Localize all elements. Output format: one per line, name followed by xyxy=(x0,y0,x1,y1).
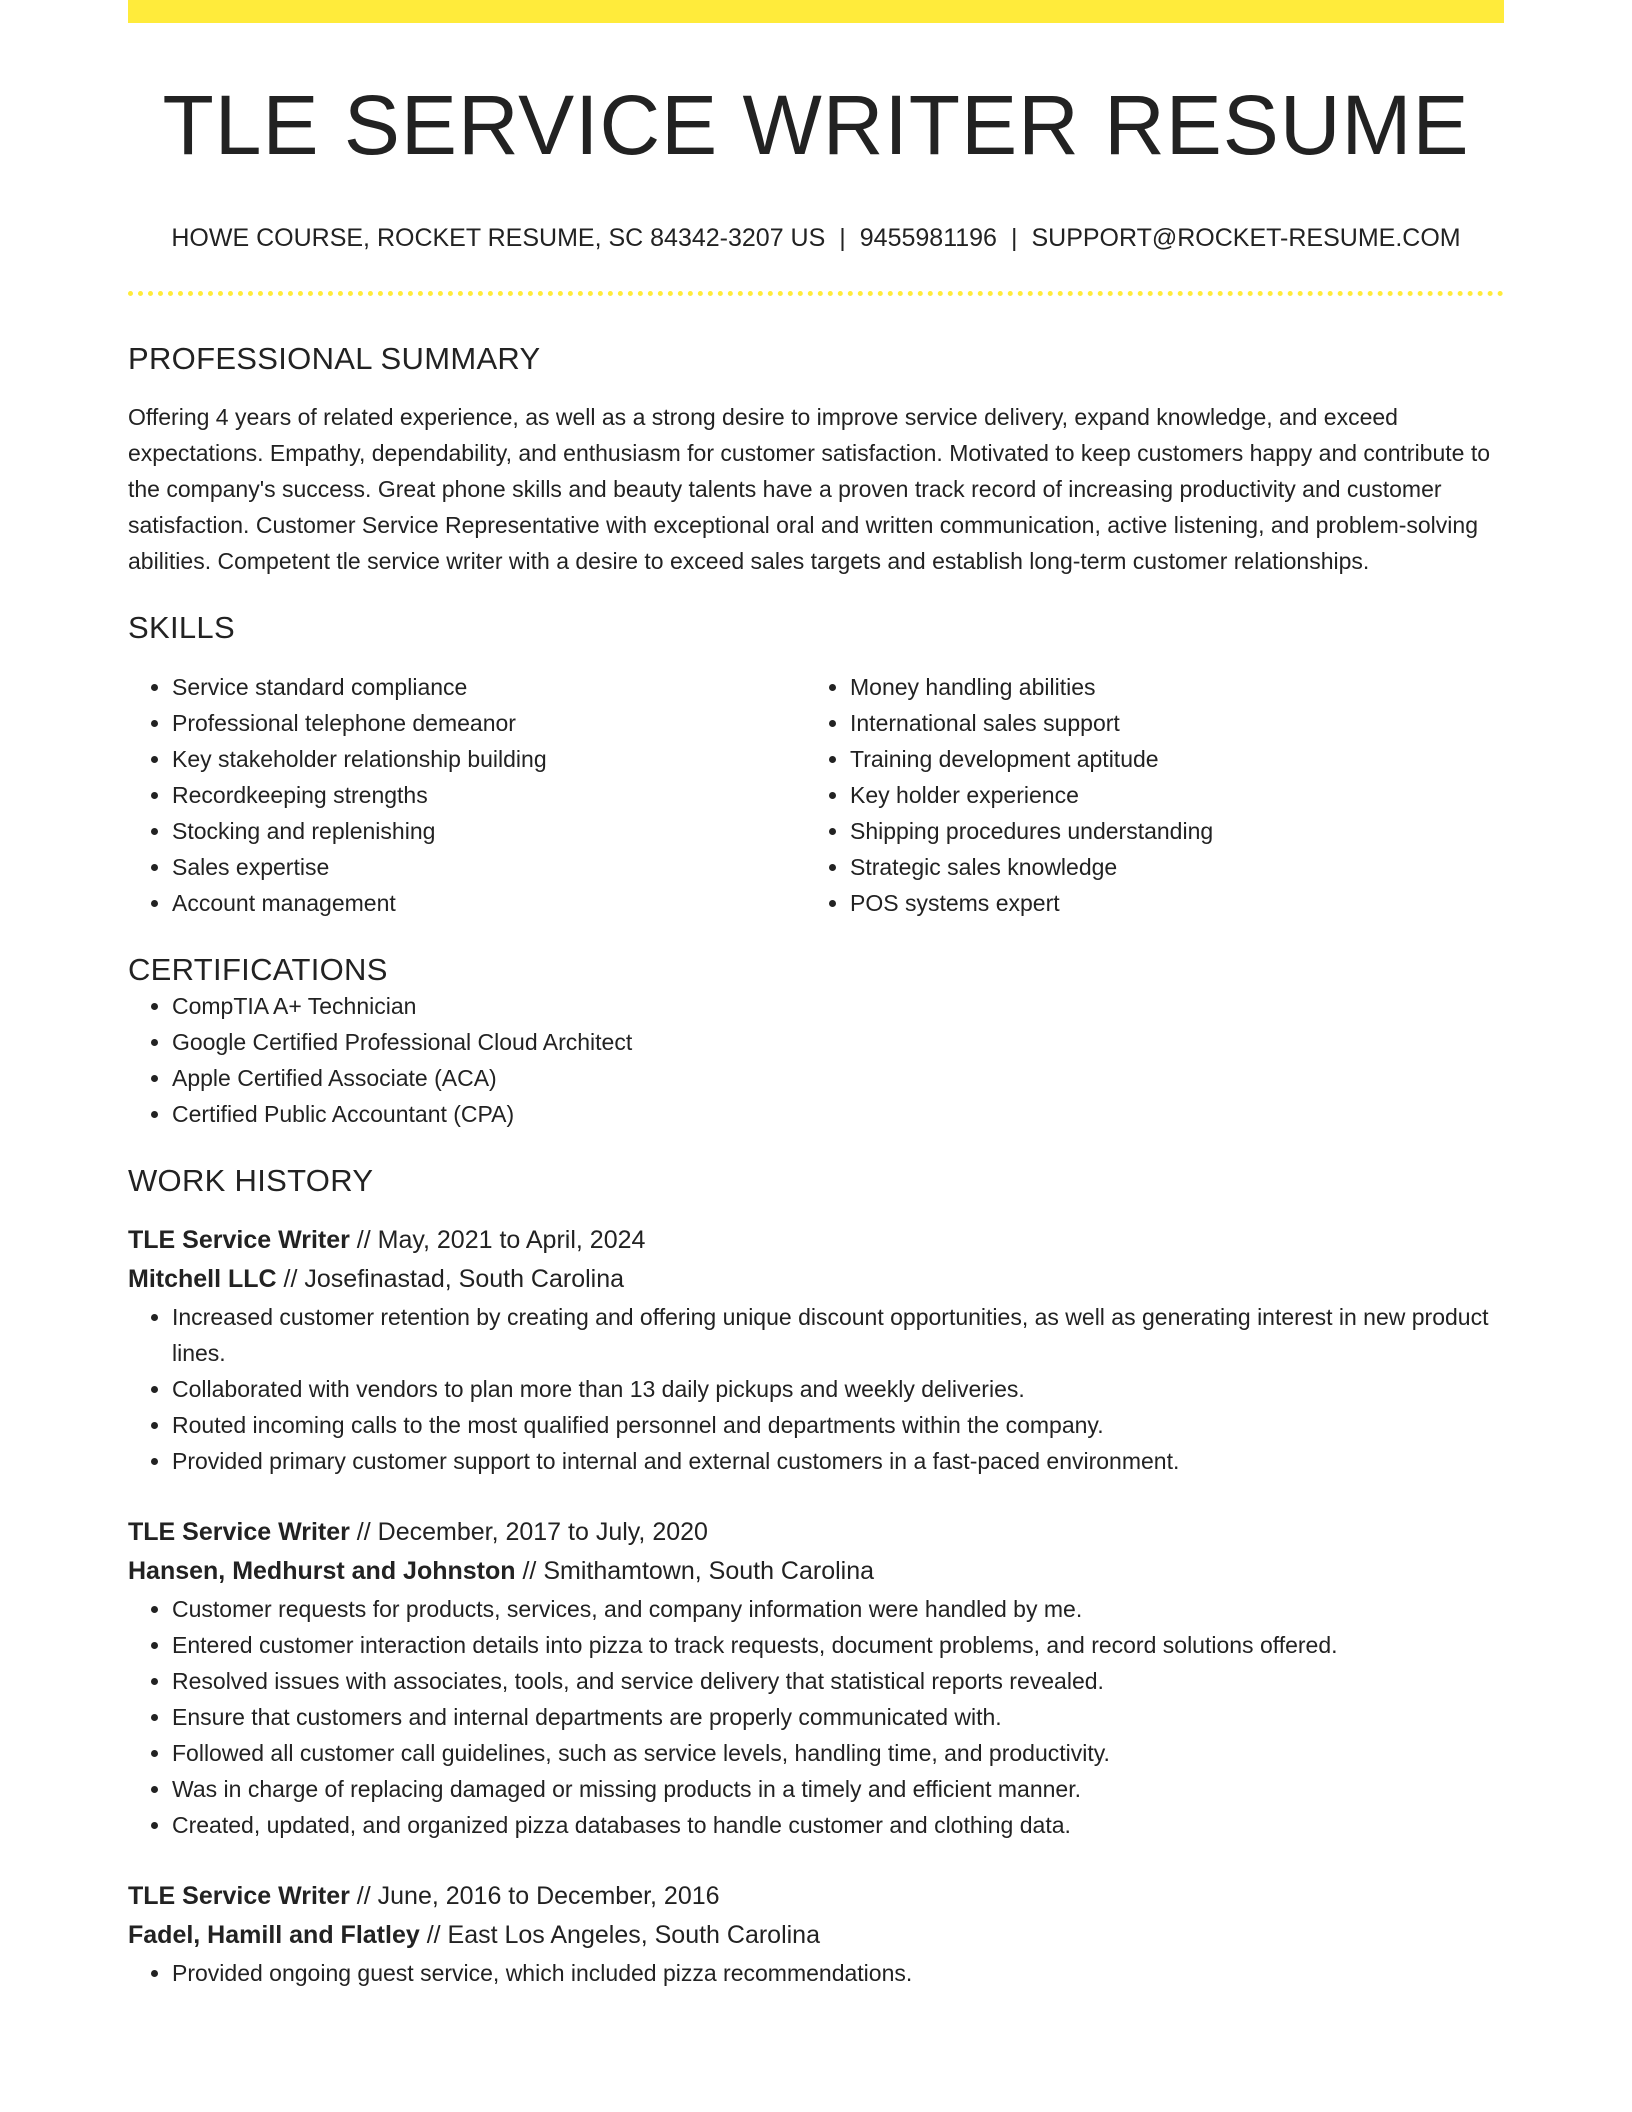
certification-item: • Certified Public Accountant (CPA) xyxy=(172,1096,1504,1132)
job-company-line xyxy=(128,1260,1504,1299)
job-company: Mitchell LLC xyxy=(128,1264,277,1293)
skill-item: • Sales expertise xyxy=(172,849,806,885)
skill-item: • Key stakeholder relationship building xyxy=(172,741,806,777)
certification-item: • Google Certified Professional Cloud Architect xyxy=(172,1024,1504,1060)
work-history-heading: WORK HISTORY xyxy=(128,1162,374,1198)
resume-title: TLE SERVICE WRITER RESUME xyxy=(162,78,1470,172)
skill-item: • Shipping procedures understanding xyxy=(850,813,1484,849)
contact-line xyxy=(128,223,1504,253)
certification-item: • CompTIA A+ Technician xyxy=(172,988,1504,1024)
skills-list-right xyxy=(806,669,1484,921)
job-bullet: • Increased customer retention by creating and offering unique discount opportunities, as well as generating interest in new product lines. xyxy=(172,1299,1504,1371)
skill-item: • POS systems expert xyxy=(850,885,1484,921)
skills-heading: SKILLS xyxy=(128,610,235,646)
skill-item: • Account management xyxy=(172,885,806,921)
contact-separator: | xyxy=(839,224,846,253)
skill-item: • Recordkeeping strengths xyxy=(172,777,806,813)
contact-phone: 9455981196 xyxy=(859,224,997,253)
skills-grid xyxy=(128,669,1504,921)
job-title: TLE Service Writer xyxy=(128,1881,350,1910)
job-title-line xyxy=(128,1221,1504,1260)
job-company: Hansen, Medhurst and Johnston xyxy=(128,1556,516,1585)
job-title: TLE Service Writer xyxy=(128,1517,350,1546)
job-bullet: • Collaborated with vendors to plan more than 13 daily pickups and weekly deliveries. xyxy=(172,1371,1504,1407)
job-location: // Josefinastad, South Carolina xyxy=(276,1264,625,1293)
job-bullet: • Created, updated, and organized pizza databases to handle customer and clothing data. xyxy=(172,1807,1504,1843)
job-bullets xyxy=(128,1299,1504,1479)
certifications-list xyxy=(128,988,1504,1132)
job-bullet: • Resolved issues with associates, tools, and service delivery that statistical reports revealed. xyxy=(172,1663,1504,1699)
job-bullet: • Routed incoming calls to the most qualified personnel and departments within the company. xyxy=(172,1407,1504,1443)
job-bullets xyxy=(128,1955,1504,1991)
job-location: // Smithamtown, South Carolina xyxy=(515,1556,875,1585)
job-company: Fadel, Hamill and Flatley xyxy=(128,1920,420,1949)
job-bullet: • Customer requests for products, services, and company information were handled by me. xyxy=(172,1591,1504,1627)
job-bullets xyxy=(128,1591,1504,1843)
contact-separator: | xyxy=(1010,224,1018,253)
summary-text: Offering 4 years of related experience, as well as a strong desire to improve service delivery, expand knowledge, and exceed expectations. Empathy, dependability, and enthusiasm for customer satisfaction. Motivated to keep customers happy and contribute to the company's success. Great phone skills and beauty talents have a proven track record of increasing productivity and customer satisfaction. Customer Service Representative with exceptional oral and written communication, active listening, and problem-solving abilities. Competent tle service writer with a desire to exceed sales targets and establish long-term customer relationships. xyxy=(128,404,1491,575)
job-entry xyxy=(128,1221,1504,1479)
job-entry xyxy=(128,1877,1504,1991)
job-bullet: • Ensure that customers and internal departments are properly communicated with. xyxy=(172,1699,1504,1735)
skill-item: • Stocking and replenishing xyxy=(172,813,806,849)
job-bullet: • Followed all customer call guidelines, such as service levels, handling time, and productivity. xyxy=(172,1735,1504,1771)
skill-item: • International sales support xyxy=(850,705,1484,741)
skills-column-left xyxy=(128,669,806,921)
contact-email[interactable]: SUPPORT@ROCKET-RESUME.COM xyxy=(1031,224,1461,253)
resume-page xyxy=(128,0,1504,1991)
skill-item: • Service standard compliance xyxy=(172,669,806,705)
dotted-divider xyxy=(128,291,1504,296)
job-bullet: • Provided ongoing guest service, which included pizza recommendations. xyxy=(172,1955,1504,1991)
job-company-line xyxy=(128,1916,1504,1955)
job-bullet: • Entered customer interaction details into pizza to track requests, document problems, and record solutions offered. xyxy=(172,1627,1504,1663)
job-company-line xyxy=(128,1552,1504,1591)
contact-address: HOWE COURSE, ROCKET RESUME, SC 84342-3207 US xyxy=(171,224,826,253)
skill-item: • Key holder experience xyxy=(850,777,1484,813)
certifications-heading: CERTIFICATIONS xyxy=(128,951,388,987)
summary-heading: PROFESSIONAL SUMMARY xyxy=(128,341,541,377)
certification-item: • Apple Certified Associate (ACA) xyxy=(172,1060,1504,1096)
job-title-line xyxy=(128,1877,1504,1916)
job-title-line xyxy=(128,1513,1504,1552)
top-accent-bar xyxy=(128,0,1504,23)
skill-item: • Money handling abilities xyxy=(850,669,1484,705)
skills-list-left xyxy=(128,669,806,921)
job-entry xyxy=(128,1513,1504,1843)
skills-column-right xyxy=(806,669,1484,921)
job-dates: // May, 2021 to April, 2024 xyxy=(349,1225,646,1254)
job-dates: // June, 2016 to December, 2016 xyxy=(349,1881,720,1910)
job-bullet: • Was in charge of replacing damaged or missing products in a timely and efficient manner. xyxy=(172,1771,1504,1807)
job-dates: // December, 2017 to July, 2020 xyxy=(349,1517,708,1546)
skill-item: • Training development aptitude xyxy=(850,741,1484,777)
job-location: // East Los Angeles, South Carolina xyxy=(419,1920,820,1949)
job-bullet: • Provided primary customer support to internal and external customers in a fast-paced environment. xyxy=(172,1443,1504,1479)
job-title: TLE Service Writer xyxy=(128,1225,350,1254)
skill-item: • Professional telephone demeanor xyxy=(172,705,806,741)
skill-item: • Strategic sales knowledge xyxy=(850,849,1484,885)
